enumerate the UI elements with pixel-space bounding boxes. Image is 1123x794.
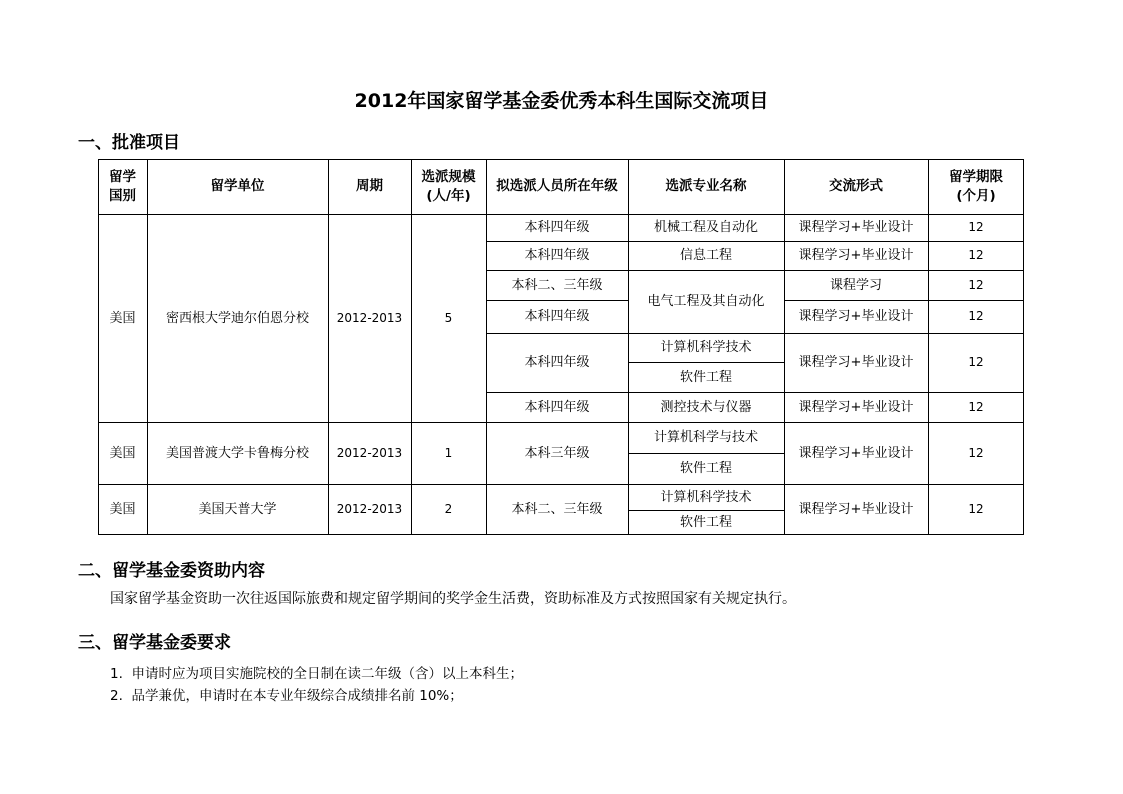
section-heading-funding: 二、留学基金委资助内容 [78,561,265,581]
g1-period: 2012-2013 [336,310,403,325]
g2-institution: 美国普渡大学卡鲁梅分校 [165,445,309,461]
g2-scale: 1 [444,445,453,460]
g1-r3-form: 课程学习+毕业设计 [798,309,914,324]
g1-r1-form: 课程学习+毕业设计 [798,248,914,263]
header-institution: 留学单位 [210,178,265,194]
g1-r3-grade: 本科四年级 [524,309,590,324]
g1-r5-months: 12 [968,399,984,414]
g1-r3-months: 12 [968,309,984,323]
g1-r1-grade: 本科四年级 [524,248,590,263]
g1-scale: 5 [444,310,453,325]
g1-r4-form: 课程学习+毕业设计 [798,355,914,370]
g1-r2-grade: 本科二、三年级 [511,277,603,293]
g1-r4-major: 计算机科学技术 [660,340,752,355]
g1-r4-grade: 本科四年级 [524,355,590,370]
header-form: 交流形式 [829,178,883,194]
requirement-item-1: 1. 申请时应为项目实施院校的全日制在读二年级（含）以上本科生； [110,666,523,682]
g2-form: 课程学习+毕业设计 [798,445,914,461]
g1-r0-grade: 本科四年级 [524,220,590,235]
g3-country: 美国 [109,502,136,517]
header-major: 选派专业名称 [665,178,747,194]
g3-institution: 美国天普大学 [198,502,277,517]
approved-projects-table [98,159,1024,535]
g2-months: 12 [968,445,984,460]
g1-institution: 密西根大学迪尔伯恩分校 [165,310,309,326]
g2-major-1: 计算机科学与技术 [653,430,758,445]
header-grade: 拟选派人员所在年级 [496,178,618,194]
g1-r0-major: 机械工程及自动化 [653,220,758,235]
header-scale [411,159,486,214]
g1-r1-months: 12 [968,248,984,262]
section-heading-approved-projects: 一、批准项目 [78,133,180,153]
header-period: 周期 [356,178,383,194]
document-title: 2012年国家留学基金委优秀本科生国际交流项目 [354,90,769,112]
g1-r4-months: 12 [968,355,984,369]
g1-r2-months: 12 [968,277,984,292]
g3-period: 2012-2013 [336,502,403,516]
g3-major-2: 软件工程 [679,515,732,530]
header-country [98,159,147,214]
g3-scale: 2 [444,502,453,516]
g2-major-2: 软件工程 [679,461,732,476]
g2-country: 美国 [109,445,136,461]
header-duration [928,159,1024,214]
g1-r5-grade: 本科四年级 [524,399,590,415]
header-country-line2: 国别 [109,187,136,204]
requirement-item-2: 2. 品学兼优，申请时在本专业年级综合成绩排名前 10%； [110,688,463,704]
header-duration-line1: 留学期限 [949,168,1003,185]
g1-r2-major: 电气工程及其自动化 [647,294,765,309]
g1-r0-form: 课程学习+毕业设计 [798,220,914,235]
g1-r4-major2: 软件工程 [679,369,732,385]
g3-months: 12 [968,502,984,516]
g1-r5-major: 测控技术与仪器 [660,399,752,415]
header-country-line1: 留学 [109,168,136,185]
header-scale-line1: 选派规模 [421,168,476,185]
g1-r0-months: 12 [968,220,984,234]
g1-country: 美国 [109,310,136,326]
g1-r1-major: 信息工程 [679,248,732,263]
header-scale-line2: (人/年) [426,187,471,204]
header-duration-line2: (个月) [956,187,996,204]
section-heading-requirements: 三、留学基金委要求 [78,633,231,653]
g1-r2-form: 课程学习 [829,277,882,293]
g1-r5-form: 课程学习+毕业设计 [798,399,914,415]
g3-form: 课程学习+毕业设计 [798,502,914,517]
g3-major-1: 计算机科学技术 [660,489,752,505]
g2-grade: 本科三年级 [524,445,590,461]
funding-text: 国家留学基金资助一次往返国际旅费和规定留学期间的奖学金生活费，资助标准及方式按照国家有关规定执行。 [110,591,796,607]
g2-period: 2012-2013 [336,445,403,460]
g3-grade: 本科二、三年级 [511,502,603,517]
